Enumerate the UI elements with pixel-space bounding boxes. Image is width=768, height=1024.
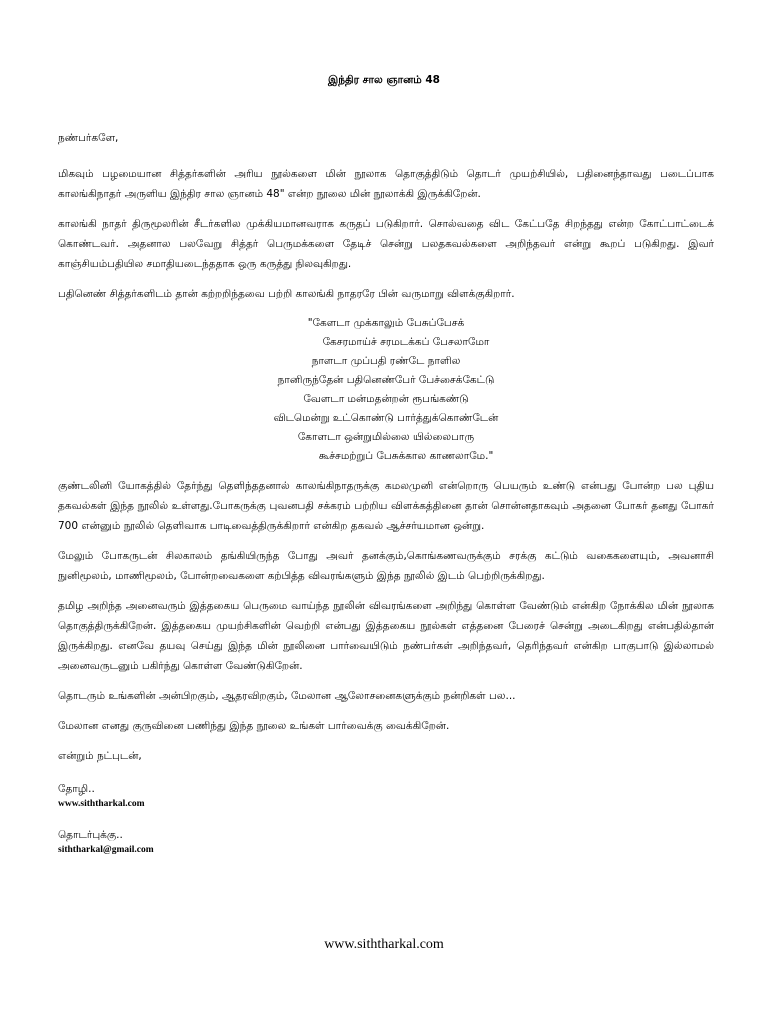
- signature-block: [58, 748, 714, 857]
- paragraph-kundalini: குண்டலினி யோகத்தில் தேர்ந்து தெளிந்ததனால் காலங்கிநாதருக்கு கமலமுனி என்றொரு பெயரும் உண்டு என்பது போன்ற பல புதிய தகவல்கள் இந்த நூலில் உள்ளது.போகருக்கு புவனபதி சக்கரம் பற்றிய விளக்கத்தினை தான் சொன்னதாகவும் அதனை போகர் தனது போகர் 700 என்னும் நூலில் தெளிவாக பாடிவைத்திருக்கிறார் என்கிற தகவல் ஆச்சர்யமான ஒன்று.: [58, 480, 714, 532]
- poem-line: கூச்சமற்றுப் பேசுக்கால காணலாமே.": [318, 450, 494, 462]
- closing-line: என்றும் நட்புடன்,: [58, 750, 142, 762]
- paragraph-poem-intro: பதினெண் சித்தர்களிடம் தான் கற்றறிந்தவை பற்றி காலங்கி நாதரரே பின் வருமாறு விளக்குகிறார்.: [58, 288, 515, 300]
- poem-line: வேளடா மன்மதன்றன் ரூபங்கண்டு: [303, 393, 469, 405]
- paragraph-thanks: தொடரும் உங்களின் அன்பிறகும், ஆதரவிறகும், மேலான ஆலோசனைகளுக்கும் நன்றிகள் பல...: [58, 690, 516, 702]
- paragraph-request: தமிழ அறிந்த அனைவரும் இத்தகைய பெருமை வாய்ந்த நூலின் விவரங்களை அறிந்து கொள்ள வேண்டும் என்கிற நோக்கில மின் நூலாக தொகுத்திருக்கிறேன். இத்தகைய முயற்சிகளின் வெற்றி என்பது இத்தகைய நூல்கள் எத்தனை பேரைச் சென்று அடைகிறது என்பதில்தான் இருக்கிறது. எனவே தயவு செய்து இந்த மின் நூலினை பார்வையிடும் நண்பர்கள் அறிந்தவர், தெரிந்தவர் என்கிற பாகுபாடு இல்லாமல் அனைவருடனும் பகிர்ந்து கொள்ள வேண்டுகிறேன்.: [58, 600, 714, 672]
- signature-website-link[interactable]: www.siththarkal.com: [58, 799, 145, 809]
- page-title: இந்திர சால ஞானம் 48: [328, 74, 440, 86]
- paragraph-about-kalangi: காலங்கி நாதர் திருமூலரின் சீடர்களில முக்கியமானவராக கருதப் படுகிறார். சொல்வதை விட கேட்பதே சிறந்தது என்ற கோட்பாட்டைக் கொண்டவர். அதனால பலவேறு சித்தர் பெருமக்களை தேடிச் சென்று பலதகவல்களை அறிந்தவர் என்று கூறப் படுகிறது. இவர் காஞ்சியம்பதியில சமாதியடைந்ததாக ஒரு கருத்து நிலவுகிறது.: [58, 218, 714, 270]
- poem-line: நானிருந்தேன் பதினெண்பேர் பேச்சைக்கேட்டு: [277, 374, 495, 386]
- paragraph-intro: மிகவும் பழமையான சித்தர்களின் அரிய நூல்களை மின் நூலாக தொகுத்திடும் தொடர் முயற்சியில், பதினைந்தாவது படைப்பாக காலங்கிநாதர் அருளிய இந்திர சால ஞானம் 48" என்ற நூலை மின் நூலாக்கி இருக்கிறேன்.: [58, 168, 714, 200]
- contact-label: தொடர்புக்கு..: [58, 829, 123, 841]
- poem-line: விடமென்று உட்கொண்டு பார்த்துக்கொண்டேன்: [273, 412, 499, 424]
- signature-email-link[interactable]: siththarkal@gmail.com: [58, 845, 154, 855]
- greeting: நண்பர்களே,: [58, 132, 119, 144]
- signature-name: தோழி..: [58, 783, 95, 795]
- letter-body: [58, 128, 714, 857]
- poem-block: [58, 314, 714, 466]
- poem-line: நாளடா முப்பதி ரண்டே நாளில: [311, 355, 461, 367]
- poem-line: கோளடா ஒன்றுமில்லை யில்லைபாரு: [297, 431, 475, 443]
- paragraph-dedication: மேலான எனது குருவினை பணிந்து இந்த நூலை உங்கள் பார்வைக்கு வைக்கிறேன்.: [58, 720, 450, 732]
- poem-line: "கேளடா முக்காலும் பேசுப்பேசக்: [307, 317, 465, 329]
- poem-line: கேசரமாய்ச் சரமடக்கப் பேசலாமோ: [322, 336, 490, 348]
- paragraph-bogar: மேலும் போகருடன் சிலகாலம் தங்கியிருந்த போது அவர் தனக்கும்,கொங்கணவருக்கும் சரக்கு கட்டும் வகைகளையும், அவனாசி நுனிமூலம், மாணிமூலம், போன்றவைகளை கற்பித்த விவரங்களும் இந்த நூலில் இடம் பெற்றிருக்கிறது.: [58, 550, 714, 582]
- footer-website-link[interactable]: www.siththarkal.com: [324, 937, 444, 952]
